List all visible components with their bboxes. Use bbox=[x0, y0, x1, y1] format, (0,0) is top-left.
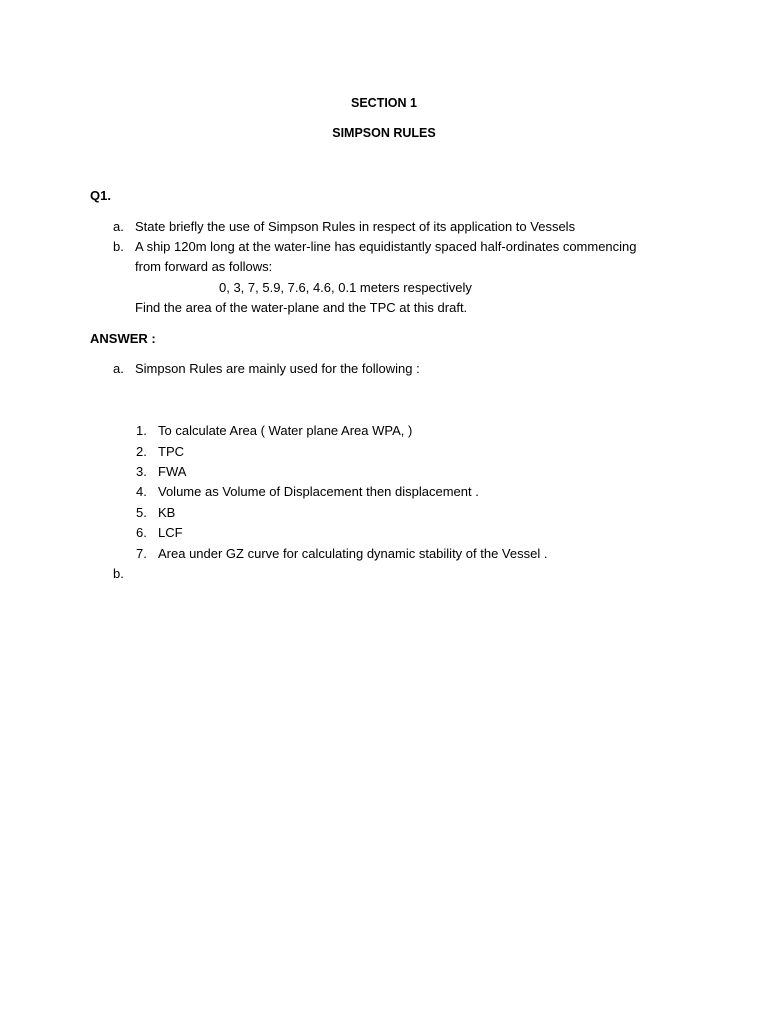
list-item-number: 5. bbox=[136, 505, 147, 520]
list-item: FWA bbox=[158, 464, 187, 479]
list-item: To calculate Area ( Water plane Area WPA, ) bbox=[158, 423, 413, 438]
question-part-a-marker: a. bbox=[113, 219, 124, 234]
list-item: TPC bbox=[158, 444, 184, 459]
list-item: Area under GZ curve for calculating dynamic stability of the Vessel . bbox=[158, 546, 548, 561]
question-part-a-text: State briefly the use of Simpson Rules in respect of its application to Vessels bbox=[135, 219, 576, 234]
list-item-number: 1. bbox=[136, 423, 147, 438]
answer-label: ANSWER : bbox=[90, 331, 156, 346]
question-part-b-marker: b. bbox=[113, 239, 124, 254]
list-item-number: 3. bbox=[136, 464, 147, 479]
question-label: Q1. bbox=[90, 188, 111, 203]
list-item-number: 6. bbox=[136, 525, 147, 540]
question-part-b-line-1: A ship 120m long at the water-line has equidistantly spaced half-ordinates commencing bbox=[135, 239, 637, 254]
half-ordinates-values: 0, 3, 7, 5.9, 7.6, 4.6, 0.1 meters respectively bbox=[219, 280, 472, 295]
list-item-number: 7. bbox=[136, 546, 147, 561]
list-item-number: 4. bbox=[136, 484, 147, 499]
list-item: Volume as Volume of Displacement then displacement . bbox=[158, 484, 479, 499]
section-heading: SECTION 1 bbox=[351, 96, 417, 110]
list-item-number: 2. bbox=[136, 444, 147, 459]
answer-part-a-text: Simpson Rules are mainly used for the following : bbox=[135, 361, 420, 376]
list-item: KB bbox=[158, 505, 176, 520]
section-subheading: SIMPSON RULES bbox=[332, 126, 436, 140]
question-part-b-line-2: from forward as follows: bbox=[135, 259, 273, 274]
answer-part-b-marker: b. bbox=[113, 566, 124, 581]
list-item: LCF bbox=[158, 525, 183, 540]
question-part-b-closing: Find the area of the water-plane and the TPC at this draft. bbox=[135, 300, 468, 315]
answer-part-a-marker: a. bbox=[113, 361, 124, 376]
